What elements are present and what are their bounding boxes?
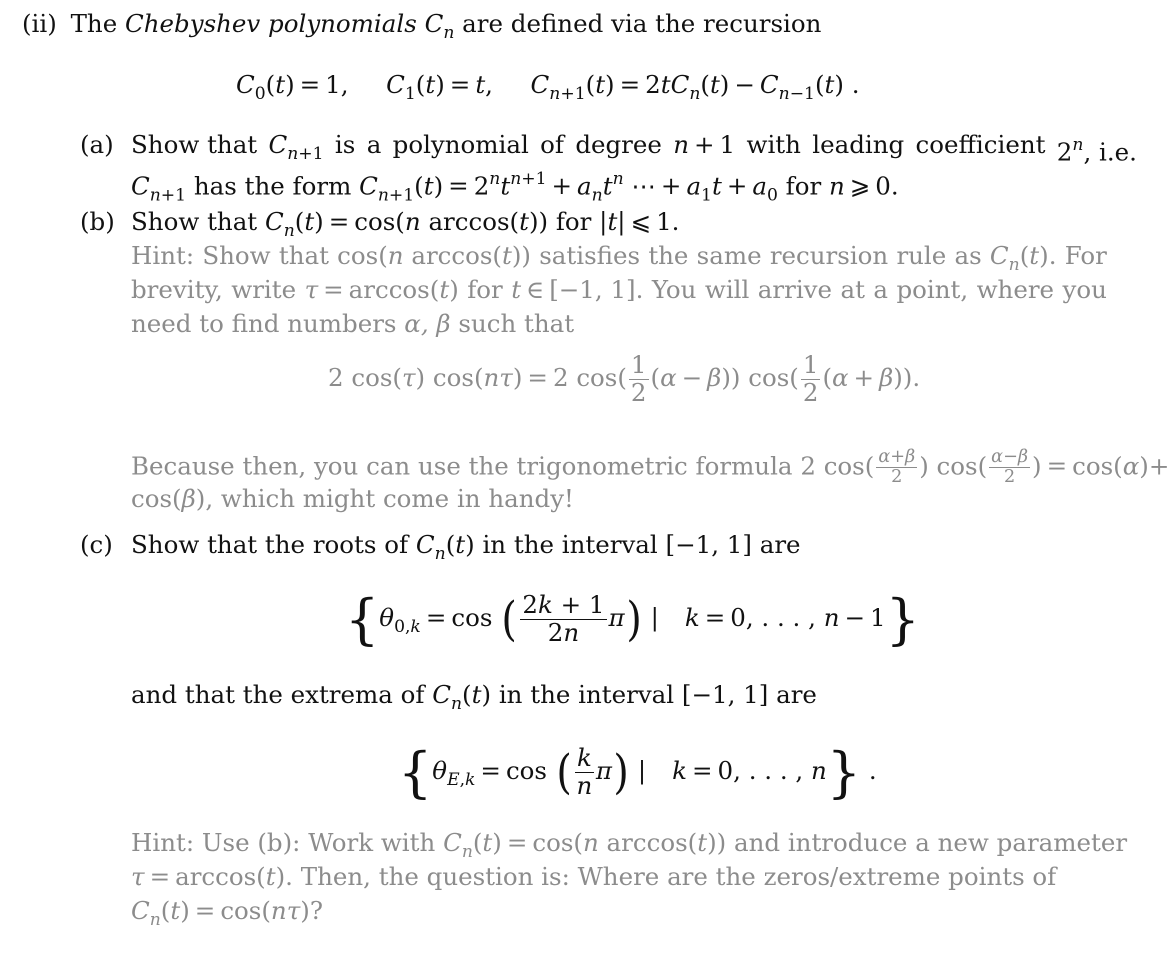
item-b-hint-line1: Hint: Show that cos(n arccos(t)) satisfies the same recursion rule as $C_n(t)$. For bbox=[131, 241, 1107, 275]
item-b-label: (b) bbox=[80, 207, 115, 236]
text: Show that bbox=[131, 130, 258, 159]
item-b-line1: Show that $C_n(t) = \cos(n$ arccos(t)) for |t| ⩽ 1. bbox=[131, 207, 680, 241]
text: in the interval bbox=[482, 530, 658, 559]
extrema-formula: {$\theta_{E,k} = \cos$ ( $\frac{k}{n}$ π) | k = 0, . . . , n} . bbox=[398, 740, 877, 804]
fraction: $\frac{1}{2}$ bbox=[802, 350, 819, 407]
text: and introduce a new parameter bbox=[733, 828, 1128, 857]
intro-term: Chebyshev polynomials bbox=[125, 9, 417, 38]
item-c-hint-line3: $C_n(t) = \cos(n\tau)$? bbox=[131, 896, 323, 930]
text: has the form bbox=[193, 171, 352, 201]
text: , which might come in handy! bbox=[205, 484, 574, 513]
text: . Then, the question is: Where are the zeros/extreme points of bbox=[285, 862, 1057, 891]
item-c-extrema-line: and that the extrema of $C_n(t)$ in the interval [−1, 1] are bbox=[131, 680, 817, 714]
item-b-after-line1: Because then, you can use the trigonometric formula 2 cos( $\frac{\alpha+\beta}{2}$ ) cos( $\frac{\alpha-\beta}{2}$ ) = cos(α)+ bbox=[131, 447, 1169, 488]
fraction: $\frac{\alpha+\beta}{2}$ bbox=[878, 447, 916, 488]
intro-line: (ii) The Chebyshev polynomials $C_n$ are defined via the recursion bbox=[22, 9, 822, 43]
item-a-line1: Show that $C_{n+1}$ is a polynomial of degree n + 1 with leading coefficient 2$^n$, i.e. bbox=[131, 128, 1137, 171]
item-c-hint-line2: τ = arccos(t). Then, the question is: Where are the zeros/extreme points of bbox=[131, 862, 1057, 891]
intro-text: The bbox=[70, 9, 118, 38]
text: Hint: Use (b): Work with bbox=[131, 828, 436, 857]
item-a-label: (a) bbox=[80, 130, 114, 159]
text: ? bbox=[309, 896, 323, 925]
fraction: $\frac{1}{2}$ bbox=[630, 350, 647, 407]
fraction: $\frac{2k + 1}{2n}$ bbox=[522, 590, 605, 647]
fraction: $\frac{k}{n}$ bbox=[576, 743, 593, 800]
roots-formula: {$\theta_{0,k} = \cos$ ( $\frac{2k + 1}{2n}$ π) | k = 0, . . . , n − 1} bbox=[345, 587, 920, 651]
text: for bbox=[785, 171, 822, 201]
item-b-hint-formula: 2 cos(τ) cos(nτ) = 2 cos( $\frac{1}{2}$ (α − β)) cos( $\frac{1}{2}$ (α + β)). bbox=[328, 350, 921, 407]
item-c-hint-line1: Hint: Use (b): Work with $C_n(t) = \cos(n$ arccos(t)) and introduce a new parameter bbox=[131, 828, 1128, 862]
text: for bbox=[555, 207, 592, 236]
item-b-after-line2: cos(β), which might come in handy! bbox=[131, 484, 574, 513]
text: are bbox=[776, 680, 817, 709]
text: need to find numbers bbox=[131, 309, 397, 338]
item-c-line1: Show that the roots of $C_n(t)$ in the interval [−1, 1] are bbox=[131, 530, 801, 564]
fraction: $\frac{\alpha-\beta}{2}$ bbox=[991, 447, 1029, 488]
text: Because then, you can use the trigonometric formula bbox=[131, 451, 793, 481]
item-a-line2: $C_{n+1}$ has the form $C_{n+1}(t) = 2^nt^{n+1} + a_nt^n$ ⋯ + $a_1t + a_0$ for n ⩾ 0. bbox=[131, 169, 899, 206]
text: Show that the roots of bbox=[131, 530, 409, 559]
text: and that the extrema of bbox=[131, 680, 425, 709]
text: are bbox=[759, 530, 801, 559]
text: in the interval bbox=[498, 680, 675, 709]
recursion-formula: $C_0(t) = 1$, $C_1(t) = t$, $C_{n+1}(t) = 2tC_n(t) - C_{n-1}(t)$ . bbox=[236, 70, 860, 104]
text: such that bbox=[458, 309, 575, 338]
item-b-hint-line3: need to find numbers α, β such that bbox=[131, 309, 575, 338]
item-c-label: (c) bbox=[80, 530, 113, 559]
item-b-hint-line2: brevity, write τ = arccos(t) for t ∈ [−1, 1]. You will arrive at a point, where you bbox=[131, 275, 1107, 304]
part-label: (ii) bbox=[22, 9, 57, 38]
text: Show that bbox=[131, 207, 258, 236]
intro-text-after: are defined via the recursion bbox=[462, 9, 822, 38]
